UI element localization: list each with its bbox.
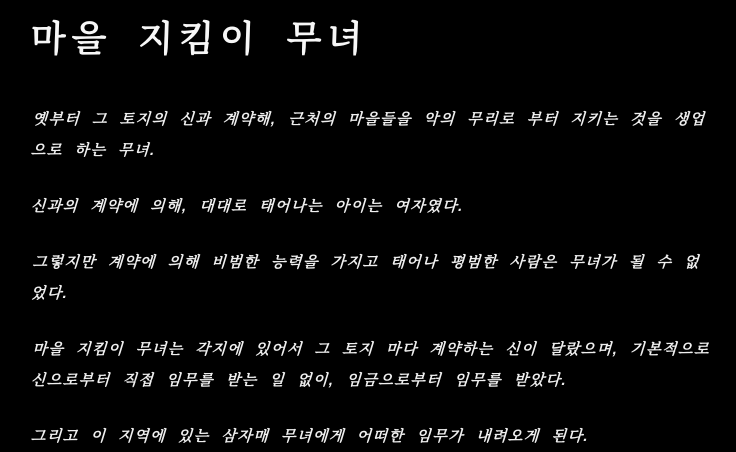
story-paragraph-1: 옛부터 그 토지의 신과 계약해, 근처의 마을들을 악의 무리로 부터 지키는 것을 생업으로 하는 무녀.: [30, 111, 707, 159]
story-paragraph-3: 그렇지만 계약에 의해 비범한 능력을 가지고 태어나 평범한 사람은 무녀가 될 수 없었다.: [30, 254, 701, 302]
story-text-block: [30, 104, 711, 452]
story-paragraph-2: 신과의 계약에 의해, 대대로 태어나는 아이는 여자였다.: [30, 198, 465, 215]
page-title: 마을 지킴이 무녀: [30, 18, 369, 59]
story-paragraph-4: 마을 지킴이 무녀는 각지에 있어서 그 토지 마다 계약하는 신이 달랐으며, 기본적으로 신으로부터 직접 임무를 받는 일 없이, 임금으로부터 임무를 받았다.: [30, 341, 711, 389]
story-paragraph-5: 그리고 이 지역에 있는 삼자매 무녀에게 어떠한 임무가 내려오게 된다.: [30, 428, 590, 445]
